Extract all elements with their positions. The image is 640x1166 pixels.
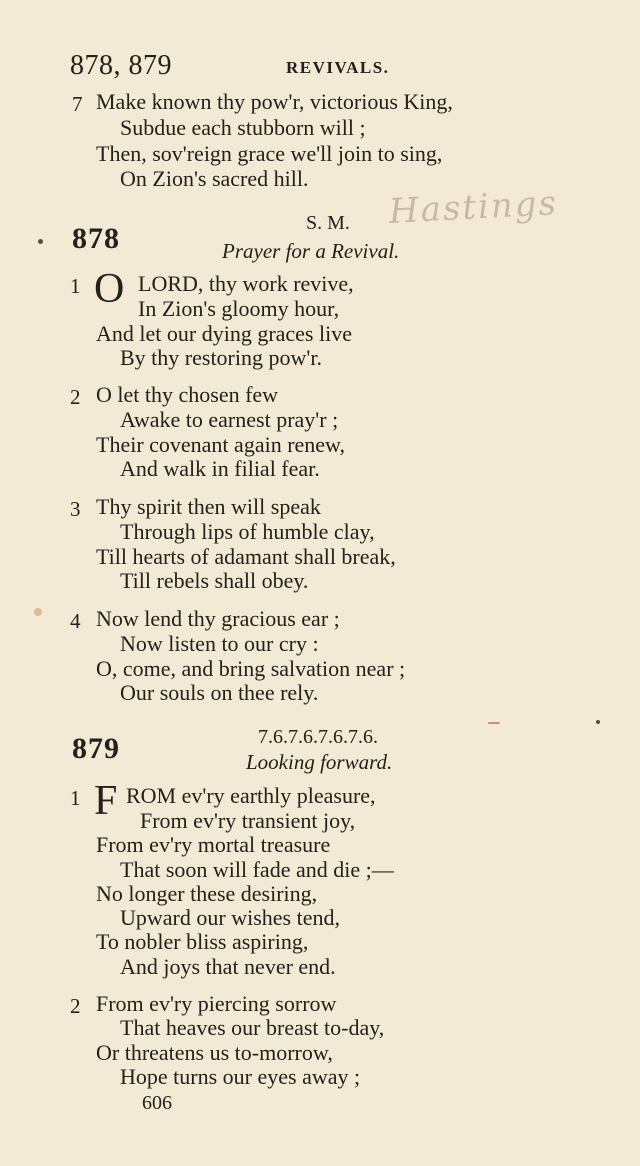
verse-line: Hope turns our eyes away ; xyxy=(120,1064,361,1089)
verse-line: ROM ev'ry earthly pleasure, xyxy=(126,783,376,808)
verse-line: From ev'ry transient joy, xyxy=(140,808,356,833)
handwritten-tune-name: Hastings xyxy=(388,183,559,232)
verse-number: 1 xyxy=(70,786,81,810)
ink-speck xyxy=(596,720,600,724)
drop-cap: O xyxy=(94,266,125,312)
verse-line: That soon will fade and die ;— xyxy=(120,857,394,882)
verse-line: Or threatens us to-morrow, xyxy=(96,1040,333,1065)
verse-line: O, come, and bring salvation near ; xyxy=(96,656,406,681)
verse-line: Then, sov'reign grace we'll join to sing, xyxy=(96,141,443,166)
verse-line: Awake to earnest pray'r ; xyxy=(120,407,339,432)
verse-line: From ev'ry mortal treasure xyxy=(96,832,331,857)
verse-line: Till rebels shall obey. xyxy=(120,568,309,593)
verse-line: To nobler bliss aspiring, xyxy=(96,929,309,954)
hymn-title: Prayer for a Revival. xyxy=(222,239,400,263)
verse-line: Subdue each stubborn will ; xyxy=(120,115,366,140)
verse-number: 4 xyxy=(70,609,81,633)
verse-line: And walk in filial fear. xyxy=(120,456,320,481)
ink-mark xyxy=(488,722,500,724)
verse-line: Upward our wishes tend, xyxy=(120,905,340,930)
verse-line: Make known thy pow'r, victorious King, xyxy=(96,89,453,114)
verse-number: 2 xyxy=(70,994,81,1018)
verse-line: By thy restoring pow'r. xyxy=(120,345,322,370)
verse-number: 2 xyxy=(70,385,81,409)
drop-cap: F xyxy=(94,778,118,824)
verse-line: Till hearts of adamant shall break, xyxy=(96,544,396,569)
verse-line: O let thy chosen few xyxy=(96,382,279,407)
verse-line: Through lips of humble clay, xyxy=(120,519,375,544)
verse-line: And joys that never end. xyxy=(120,954,336,979)
verse-line: Our souls on thee rely. xyxy=(120,680,319,705)
verse-line: And let our dying graces live xyxy=(96,321,352,346)
stain-speck xyxy=(34,608,42,616)
ink-speck xyxy=(38,239,43,244)
hymn-meter: S. M. xyxy=(306,212,350,234)
verse-line: That heaves our breast to-day, xyxy=(120,1015,385,1040)
verse-line: No longer these desiring, xyxy=(96,881,318,906)
hymn-number: 878 xyxy=(72,222,120,255)
verse-line: In Zion's gloomy hour, xyxy=(138,296,340,321)
hymn-title: Looking forward. xyxy=(246,750,393,774)
verse-number: 1 xyxy=(70,274,81,298)
verse-number: 3 xyxy=(70,497,81,521)
verse-number: 7 xyxy=(72,92,83,116)
page-folio: 606 xyxy=(142,1092,172,1114)
verse-line: LORD, thy work revive, xyxy=(138,271,354,296)
verse-line: On Zion's sacred hill. xyxy=(120,166,309,191)
hymn-number: 879 xyxy=(72,732,120,765)
header-page-numbers: 878, 879 xyxy=(70,50,172,81)
verse-line: Thy spirit then will speak xyxy=(96,494,321,519)
verse-line: Now lend thy gracious ear ; xyxy=(96,606,340,631)
hymn-meter: 7.6.7.6.7.6.7.6. xyxy=(258,726,378,748)
verse-line: From ev'ry piercing sorrow xyxy=(96,991,337,1016)
verse-line: Their covenant again renew, xyxy=(96,432,346,457)
verse-line: Now listen to our cry : xyxy=(120,631,319,656)
header-section: REVIVALS. xyxy=(286,58,390,77)
